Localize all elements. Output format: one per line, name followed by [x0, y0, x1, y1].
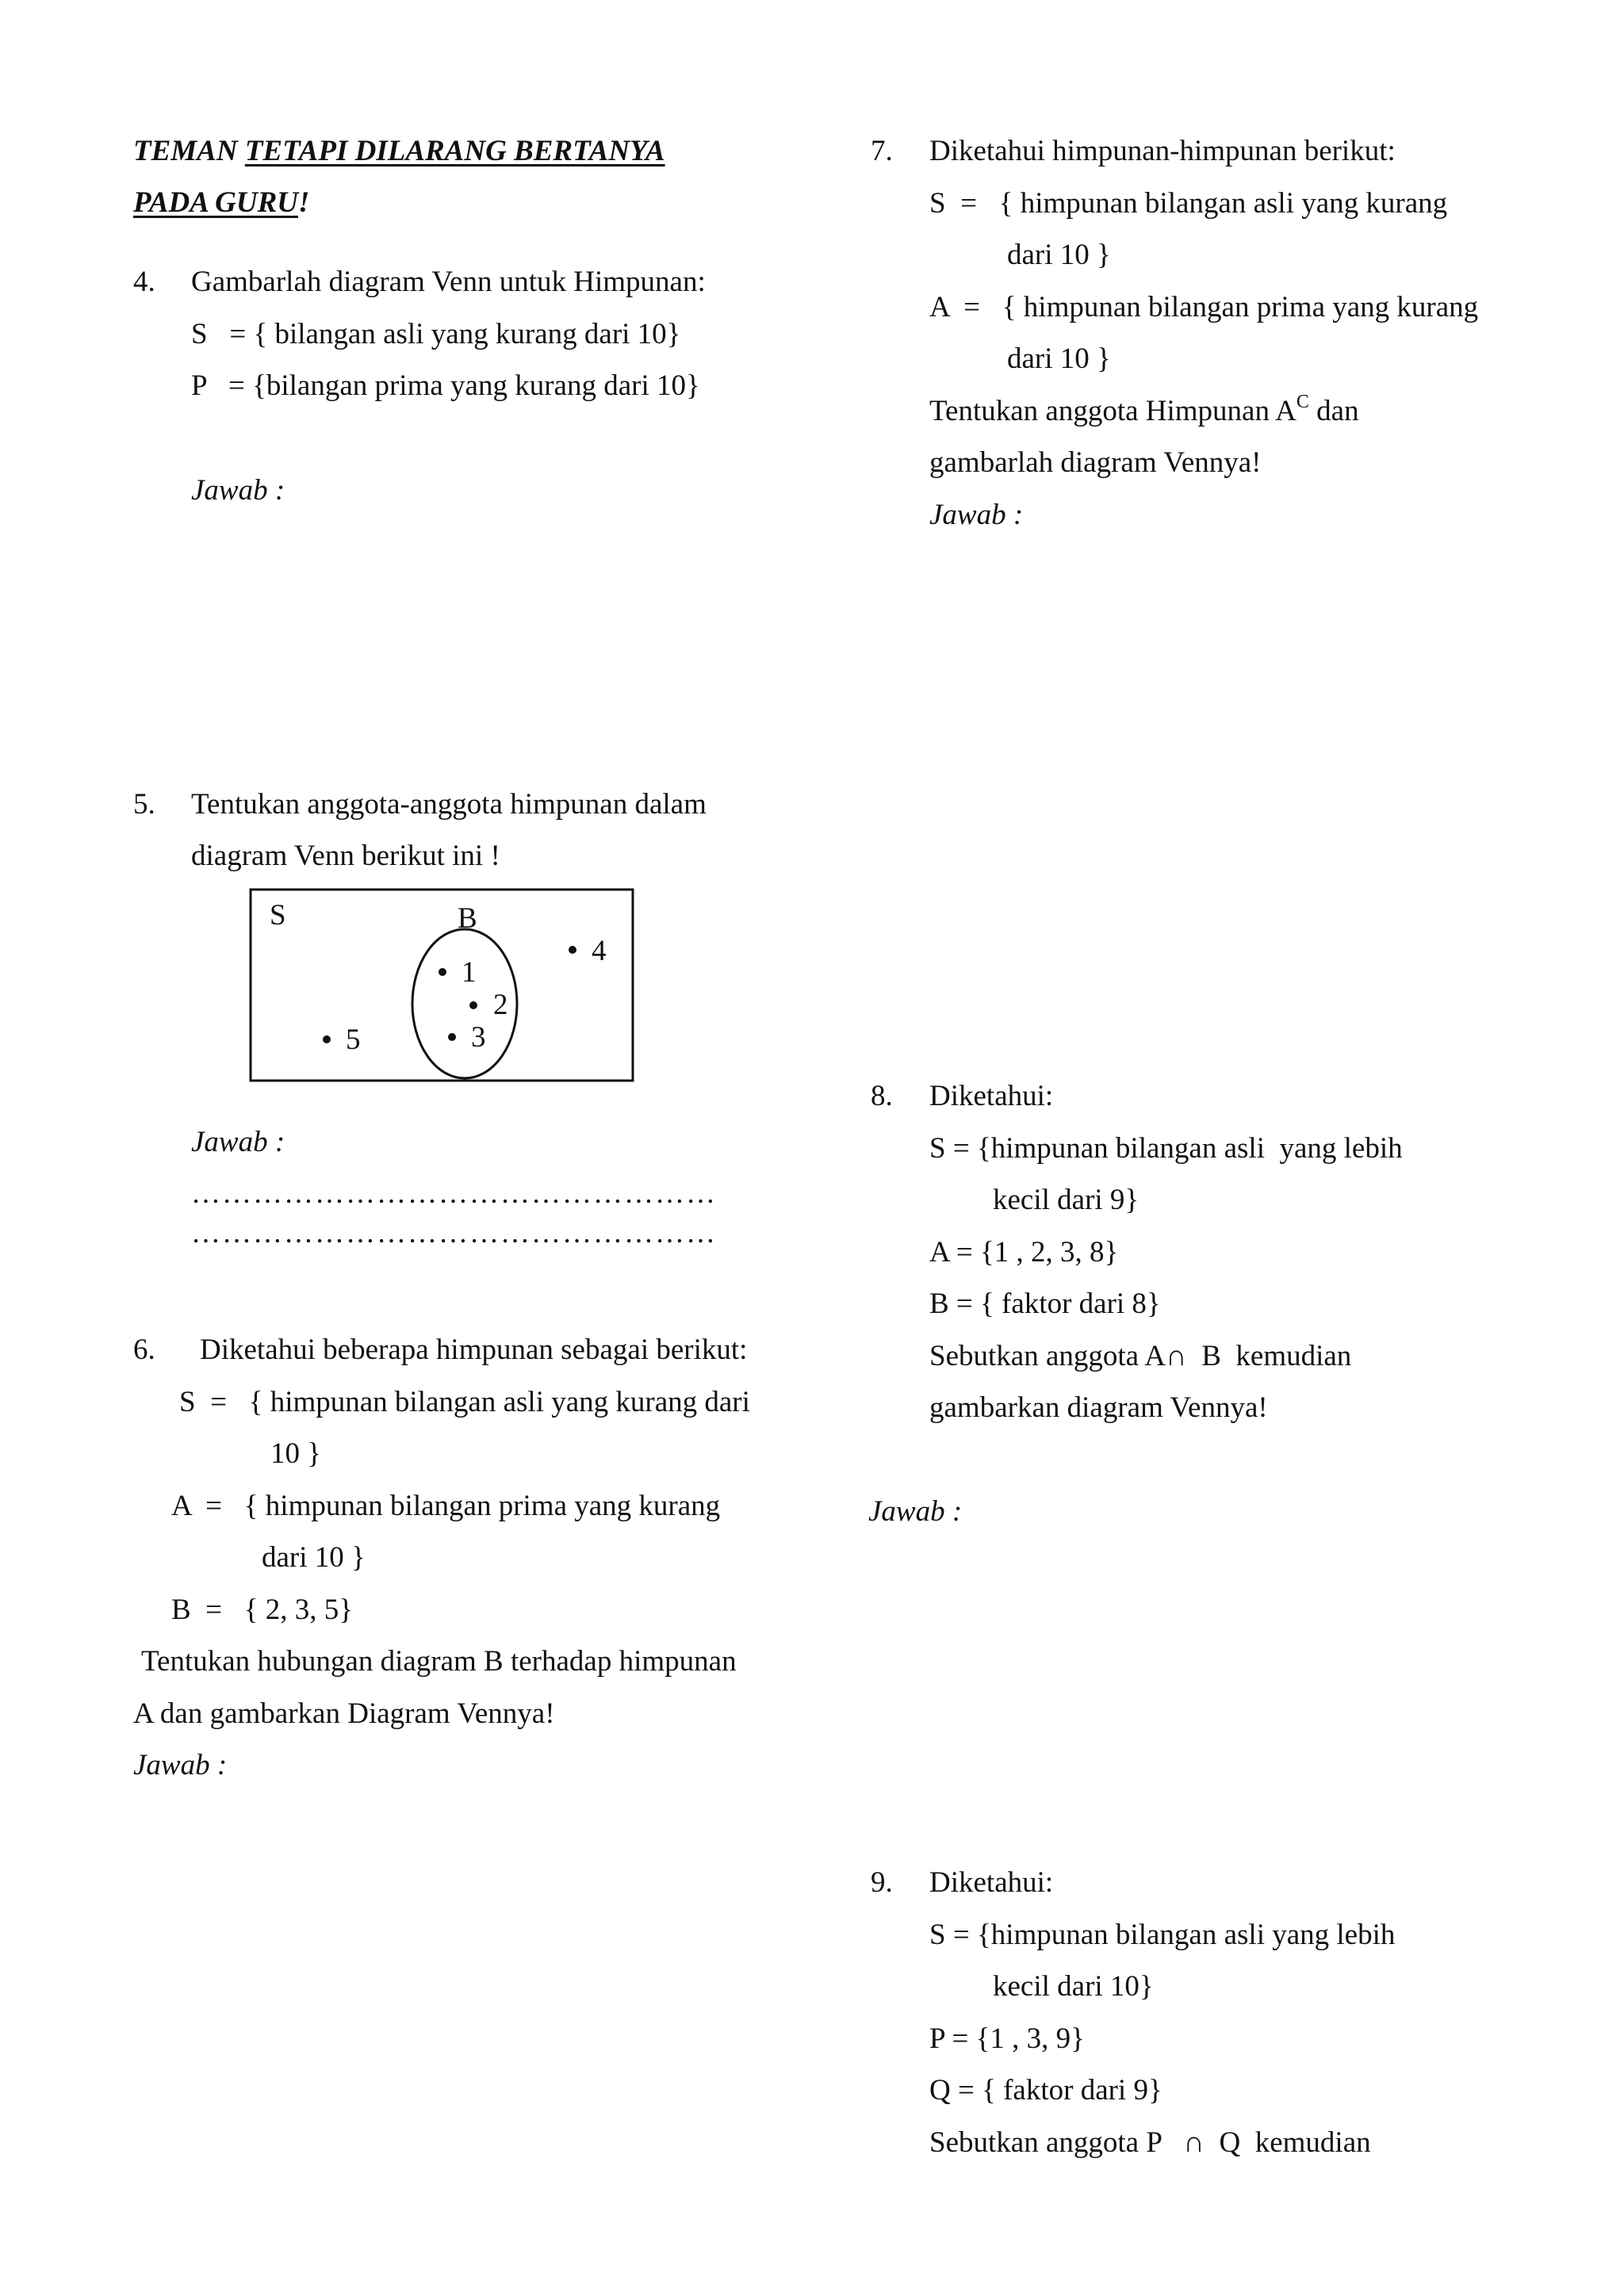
- venn-set-label: B: [458, 902, 477, 935]
- q8-jawab: Jawab :: [868, 1495, 963, 1528]
- venn-universe-label: S: [270, 899, 286, 932]
- q6-jawab: Jawab :: [133, 1749, 228, 1781]
- venn-point-5: [323, 1035, 331, 1043]
- q6-set-a-line-2: dari 10 }: [262, 1541, 366, 1574]
- q6-set-s-line-2: 10 }: [270, 1437, 322, 1470]
- q7-set-s-line-1: S = { himpunan bilangan asli yang kurang: [929, 187, 1448, 220]
- q5-line-1: Tentukan anggota-anggota himpunan dalam: [191, 788, 707, 821]
- q4-set-p: P = {bilangan prima yang kurang dari 10}: [191, 369, 700, 402]
- heading-line-2: [133, 188, 309, 217]
- q6-set-b: B = { 2, 3, 5}: [171, 1594, 354, 1626]
- q8-task-line-1: Sebutkan anggota A∩ B kemudian: [929, 1340, 1352, 1372]
- heading-underlined-text: TETAPI DILARANG BERTANYA: [244, 135, 665, 167]
- venn-label-4: 4: [592, 935, 607, 967]
- q5-answer-dots-2: ……………………………………………: [191, 1217, 717, 1249]
- q7-task-line-1: [929, 392, 1359, 427]
- heading-underlined-pada-guru: PADA GURU: [133, 186, 298, 219]
- heading-line-1: [133, 136, 665, 166]
- q7-task-text: Tentukan anggota Himpunan A: [929, 395, 1297, 427]
- q7-set-a-line-2: dari 10 }: [1007, 342, 1111, 375]
- q9-set-q: Q = { faktor dari 9}: [929, 2074, 1162, 2107]
- q8-task-line-2: gambarkan diagram Vennya!: [929, 1391, 1268, 1424]
- q7-number: 7.: [871, 135, 893, 167]
- q7-complement-superscript: C: [1296, 392, 1309, 412]
- q6-set-s-line-1: S = { himpunan bilangan asli yang kurang dari: [179, 1386, 750, 1418]
- venn-universe-rect: [251, 890, 633, 1081]
- q7-task-dan: dan: [1308, 395, 1359, 427]
- venn-point-1: [439, 968, 446, 976]
- q7-text: Diketahui himpunan-himpunan berikut:: [929, 135, 1396, 167]
- q4-number: 4.: [133, 266, 155, 298]
- q9-set-s-line-1: S = {himpunan bilangan asli yang lebih: [929, 1919, 1396, 1951]
- q6-question-line-2: A dan gambarkan Diagram Vennya!: [133, 1697, 555, 1730]
- venn-label-5: 5: [346, 1024, 361, 1056]
- q8-set-s-line-2: kecil dari 9}: [993, 1184, 1139, 1216]
- q6-text: Diketahui beberapa himpunan sebagai berikut:: [200, 1334, 748, 1366]
- venn-label-2: 2: [493, 989, 508, 1021]
- q8-set-a: A = {1 , 2, 3, 8}: [929, 1236, 1119, 1269]
- q9-number: 9.: [871, 1866, 893, 1899]
- heading-word-teman: TEMAN: [133, 135, 245, 167]
- q6-question-line-1: Tentukan hubungan diagram B terhadap himpunan: [141, 1645, 737, 1678]
- q9-set-s-line-2: kecil dari 10}: [993, 1970, 1154, 2003]
- q5-number: 5.: [133, 788, 155, 821]
- q7-set-a-line-1: A = { himpunan bilangan prima yang kurang: [929, 291, 1479, 323]
- venn-point-3: [448, 1033, 456, 1041]
- q7-set-s-line-2: dari 10 }: [1007, 239, 1111, 271]
- q9-set-p: P = {1 , 3, 9}: [929, 2022, 1085, 2055]
- q8-text: Diketahui:: [929, 1080, 1054, 1112]
- venn-point-2: [469, 1001, 477, 1009]
- venn-point-4: [569, 946, 576, 954]
- venn-label-1: 1: [462, 956, 477, 989]
- q8-number: 8.: [871, 1080, 893, 1112]
- q7-jawab: Jawab :: [929, 499, 1024, 531]
- q6-number: 6.: [133, 1334, 155, 1366]
- q6-set-a-line-1: A = { himpunan bilangan prima yang kurang: [171, 1490, 721, 1522]
- venn-diagram: [247, 886, 636, 1085]
- q9-text: Diketahui:: [929, 1866, 1054, 1899]
- venn-label-3: 3: [471, 1021, 486, 1054]
- q9-task-line-1: Sebutkan anggota P ∩ Q kemudian: [929, 2126, 1371, 2159]
- heading-exclamation: !: [297, 186, 310, 219]
- q7-task-line-2: gambarlah diagram Vennya!: [929, 446, 1262, 479]
- q4-jawab: Jawab :: [191, 474, 285, 507]
- q5-jawab: Jawab :: [191, 1126, 285, 1158]
- q4-set-s: S = { bilangan asli yang kurang dari 10}: [191, 318, 681, 350]
- q8-set-b: B = { faktor dari 8}: [929, 1288, 1161, 1320]
- q5-line-2: diagram Venn berikut ini !: [191, 840, 500, 872]
- q5-answer-dots-1: ……………………………………………: [191, 1177, 717, 1210]
- q4-text: Gambarlah diagram Venn untuk Himpunan:: [191, 266, 706, 298]
- q8-set-s-line-1: S = {himpunan bilangan asli yang lebih: [929, 1132, 1403, 1165]
